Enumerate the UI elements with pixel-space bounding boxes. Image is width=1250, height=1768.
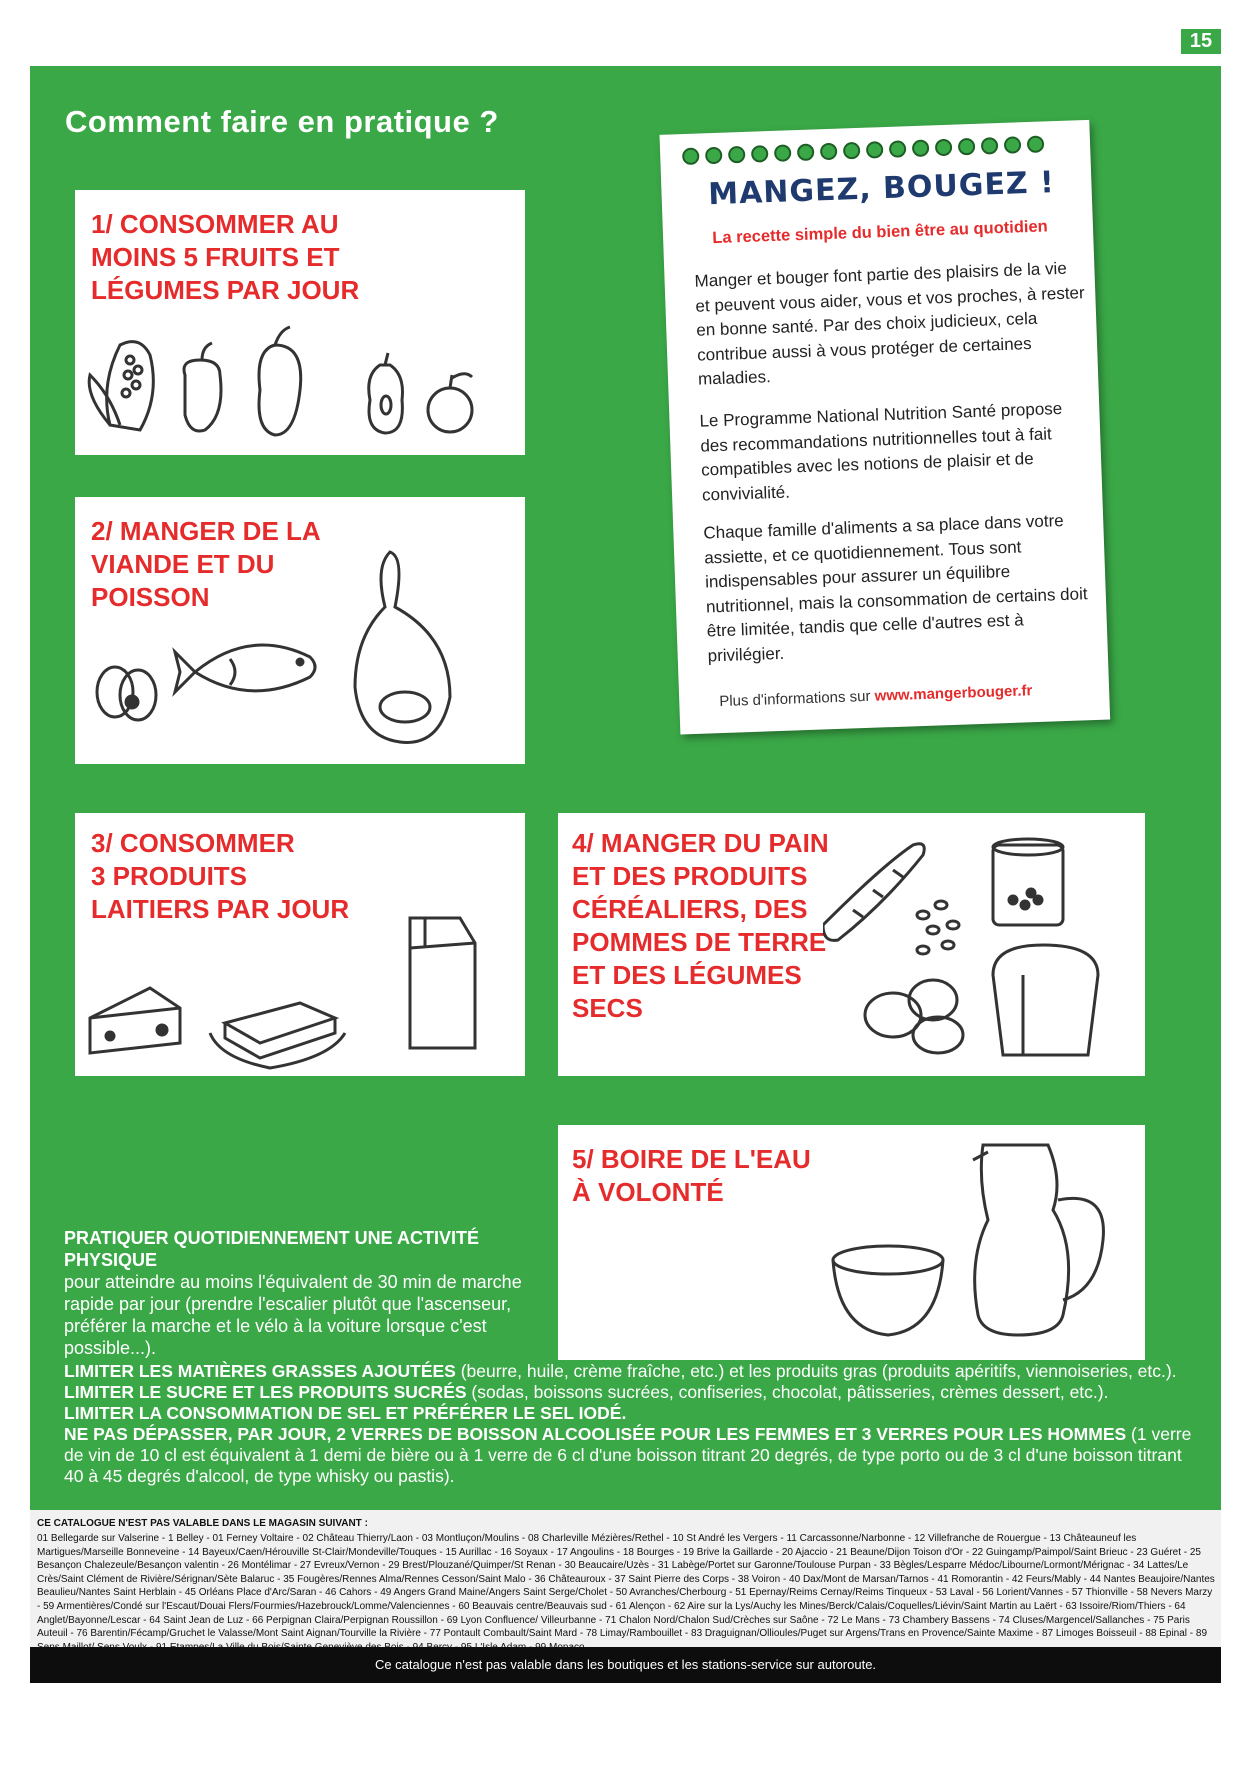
ring-icon [820,143,838,161]
meat-fish-illustration [80,547,520,757]
card-fruits-line-2: MOINS 5 FRUITS ET [91,242,340,272]
limit-alcohol [64,1424,1204,1487]
dairy-illustration [80,908,520,1073]
card-water-line-1: 5/ BOIRE DE L'EAU [572,1144,811,1174]
ring-icon [912,139,930,157]
bread-illustration [823,825,1143,1070]
card-water-title [572,1143,811,1209]
pear-icon [369,353,403,433]
limit-alcohol-text: (1 verre de vin de 10 cl est équivalent à 1 demi de bière ou à 1 verre de 6 cl d'une boisson titrant 20 degrés, de type porto ou de 3 cl d'une boisson titrant 40 à 45 degrés d'alcool, de type whisky ou pastis). [64,1424,1192,1486]
physical-activity-block [64,1227,524,1359]
card-dairy-line-3: LAITIERS PAR JOUR [91,894,350,924]
ring-icon [797,143,815,161]
ring-icon [1004,136,1022,154]
card-bread-title [572,827,829,1025]
note-paragraph-3: Chaque famille d'aliments a sa place dans votre assiette, et ce quotidiennement. Tous sont indispensables pour assurer un équilibre nutritionnel, mais la consommation de certains doit être limitée, tandis que celle d'autres est à privilégier. [703,510,1088,665]
limit-fats-title: LIMITER LES MATIÈRES GRASSES AJOUTÉES [64,1361,456,1381]
note-title: MANGEZ, BOUGEZ ! [707,165,1056,213]
card-meat [75,497,525,764]
card-bread-line-6: SECS [572,993,643,1023]
beans-icon [917,901,959,954]
ring-icon [889,140,907,158]
note-more-label: Plus d'informations sur [719,687,875,711]
card-bread-line-4: POMMES DE TERRE [572,927,827,957]
note-paper [659,120,1110,735]
card-dairy [75,813,525,1076]
limit-alcohol-title: NE PAS DÉPASSER, PAR JOUR, 2 VERRES DE BOISSON ALCOOLISÉE POUR LES FEMMES ET 3 VERRES POUR LES HOMMES [64,1424,1127,1444]
limit-fats [64,1361,1204,1382]
apple-icon [428,374,472,432]
card-bread [558,813,1145,1076]
limit-fats-text: (beurre, huile, crème fraîche, etc.) et les produits gras (produits apéritifs, viennoiseries, etc.). [455,1361,1177,1381]
card-dairy-line-1: 3/ CONSOMMER [91,828,295,858]
card-meat-line-2: VIANDE ET DU [91,549,275,579]
water-illustration [818,1140,1138,1355]
bowl-icon [833,1246,943,1335]
potatoes-icon [865,980,963,1053]
card-water-line-2: À VOLONTÉ [572,1177,724,1207]
ring-icon [981,137,999,155]
card-bread-line-2: ET DES PRODUITS [572,861,808,891]
card-bread-line-1: 4/ MANGER DU PAIN [572,828,829,858]
footer-notice: Ce catalogue n'est pas valable dans les boutiques et les stations-service sur autoroute. [30,1647,1221,1683]
page-heading: Comment faire en pratique ? [65,104,499,139]
activity-text: pour atteindre au moins l'équivalent de 30 min de marche rapide par jour (prendre l'escalier plutôt que l'ascenseur, préférer la marche et le vélo à la voiture lorsque c'est possible...). [64,1272,522,1358]
card-fruits-title [91,208,359,307]
excluded-stores [30,1510,1221,1647]
mangez-bougez-note [659,120,1120,745]
pepper-icon [184,343,221,431]
limits-block [64,1361,1204,1487]
canned-peas-icon [993,839,1063,925]
card-bread-line-3: CÉRÉALIERS, DES [572,894,808,924]
fruits-vegetables-illustration [80,315,520,450]
card-water [558,1125,1145,1360]
activity-title: PRATIQUER QUOTIDIENNEMENT UNE ACTIVITÉ PHYSIQUE [64,1228,480,1270]
mangerbouger-link[interactable]: www.mangerbouger.fr [874,682,1033,705]
limit-salt [64,1403,1204,1424]
card-bread-line-5: ET DES LÉGUMES [572,960,802,990]
bread-loaf-icon [993,945,1098,1055]
card-meat-line-3: POISSON [91,582,210,612]
ring-icon [728,146,746,164]
limit-salt-title: LIMITER LA CONSOMMATION DE SEL ET PRÉFÉRER LE SEL IODÉ. [64,1403,627,1423]
ring-icon [774,144,792,162]
stores-heading: CE CATALOGUE N'EST PAS VALABLE DANS LE MAGASIN SUIVANT : [37,1518,368,1529]
corn-icon [89,342,153,430]
stores-list: 01 Bellegarde sur Valserine - 1 Belley - 01 Ferney Voltaire - 02 Château Thierry/Laon - 03 Montluçon/Moulins - 08 Charleville Mézières/Rethel - 10 St André les Vergers - 11 Carcassonne/Narbonne - 12 Villefranche de Rouergue - 13 Châteauneuf les Martigues/Marseille Bonneveine - 14 Bayeux/Caen/Hérouville St-Clair/Mondeville/Touques - 15 Aurillac - 16 Soyaux - 17 Angoulins - 18 Bourges - 19 Brive la Gaillarde - 20 Ajaccio - 21 Beaune/Dijon Toison d'Or - 22 Guingamp/Paimpol/Saint Brieuc - 23 Guéret - 25 Besançon Chalezeule/Besançon valentin - 26 Montélimar - 27 Evreux/Vernon - 29 Brest/Plouzané/Quimper/St Renan - 30 Beaucaire/Uzès - 31 Labège/Portet sur Garonne/Toulouse Purpan - 33 Bègles/Lesparre Médoc/Libourne/Lormont/Mérignac - 34 Lattes/Le Crès/Saint Clément de Rivière/Sérignan/Sète Balaruc - 35 Fougères/Rennes Alma/Rennes Cesson/Saint Malo - 36 Châteauroux - 37 Saint Pierre des Corps - 38 Voiron - 40 Dax/Mont de Marsan/Tarnos - 41 Romorantin - 42 Feurs/Mably - 44 Nantes Beaujoire/Nantes Beaulieu/Nantes Saint Herblain - 45 Orléans Place d'Arc/Saran - 46 Cahors - 49 Angers Grand Maine/Angers Saint Serge/Cholet - 50 Avranches/Cherbourg - 51 Epernay/Reims Cernay/Reims Tinqueux - 53 Laval - 56 Lorient/Vannes - 57 Thionville - 58 Nevers Marzy - 59 Armentières/Condé sur l'Escaut/Douai Flers/Fourmies/Hazebrouck/Lomme/Valenciennes - 60 Beauvais centre/Beauvais sud - 61 Alençon - 62 Aire sur la Lys/Auchy les Mines/Berck/Calais/Coquelles/Liévin/Saint Martin au Laërt - 63 Issoire/Riom/Thiers - 64 Anglet/Bayonne/Lescar - 64 Saint Jean de Luz - 66 Perpignan Claira/Perpignan Roussillon - 69 Lyon Confluence/ Villeurbanne - 71 Chalon Nord/Chalon Sud/Crèches sur Saône - 72 Le Mans - 73 Chambery Bassens - 74 Cluses/Margencel/Sallanches - 75 Paris Auteuil - 76 Barentin/Fécamp/Gruchet le Valasse/Mont Saint Aignan/Tourville la Rivière - 77 Pontault Combault/Saint Mard - 78 Limay/Rambouillet - 83 Draguignan/Ollioules/Puget sur Argens/Trans en Provence/Sainte Maxime - 87 Limoges Boisseuil - 88 Epinal - 89 [37,1533,1215,1640]
eggplant-icon [259,327,301,435]
ring-icon [751,145,769,163]
card-meat-line-1: 2/ MANGER DE LA [91,516,321,546]
milk-carton-icon [410,918,475,1048]
ring-icon [705,147,723,165]
ring-icon [1027,135,1045,153]
limit-sugar-text: (sodas, boissons sucrées, confiseries, chocolat, pâtisseries, crèmes dessert, etc.). [466,1382,1109,1402]
ham-icon [355,552,450,742]
note-more-info [719,682,1033,710]
fish-icon [175,645,315,692]
jug-icon [973,1145,1103,1335]
ring-icon [843,142,861,160]
butter-icon [210,1003,345,1068]
note-subtitle: La recette simple du bien être au quotidien [712,217,1049,248]
ring-icon [935,139,953,157]
ring-icon [866,141,884,159]
cheese-icon [90,988,180,1053]
limit-sugar [64,1382,1204,1403]
card-fruits [75,190,525,455]
card-fruits-line-1: 1/ CONSOMMER AU [91,209,339,239]
limit-sugar-title: LIMITER LE SUCRE ET LES PRODUITS SUCRÉS [64,1382,467,1402]
ring-icon [958,138,976,156]
note-paragraph-2: Le Programme National Nutrition Santé propose des recommandations nutritionnelles tout à fait compatibles avec les notions de plaisir et de convivialité. [699,398,1063,505]
egg-icon [97,667,156,720]
card-dairy-line-2: 3 PRODUITS [91,861,248,891]
note-rings [682,135,1044,165]
note-paragraph-1: Manger et bouger font partie des plaisirs de la vie et peuvent vous aider, vous et vos proches, à rester en bonne santé. Par des choix judicieux, cela contribue aussi à vous protéger de certaines maladies. [694,258,1085,389]
page-number: 15 [1181,29,1221,54]
ring-icon [682,147,700,165]
baguette-icon [823,844,924,941]
card-fruits-line-3: LÉGUMES PAR JOUR [91,275,360,305]
